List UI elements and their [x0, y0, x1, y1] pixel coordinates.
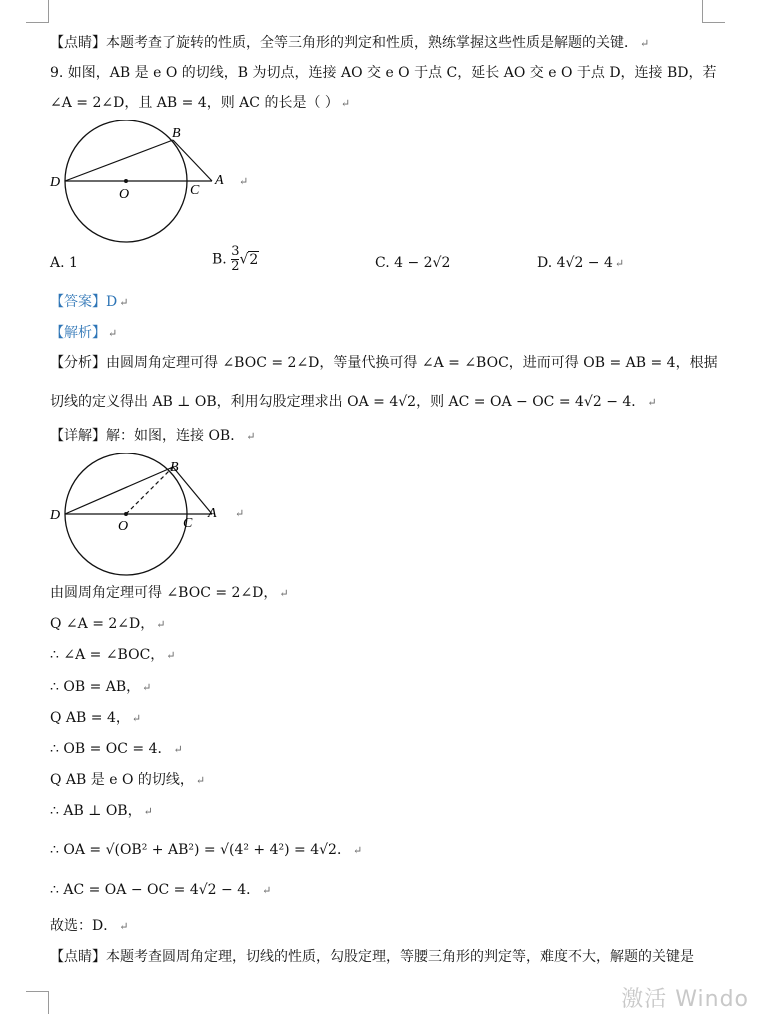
segment-db — [65, 140, 173, 181]
paragraph-mark: ↵ — [239, 175, 249, 188]
label-c: C — [190, 183, 200, 198]
analysis-line-1: 【分析】由圆周角定理可得 ∠BOC = 2∠D，等量代换可得 ∠A = ∠BOC，进而可得 OB = AB = 4，根据 — [50, 355, 718, 371]
step-5: Q AB = 4， ↵ — [50, 710, 142, 726]
label-a: A — [208, 506, 217, 521]
label-b: B — [172, 126, 181, 141]
step-8: ∴ AB ⊥ OB， ↵ — [50, 803, 153, 819]
segment-db — [65, 467, 173, 514]
label-b: B — [170, 460, 179, 475]
paragraph-mark: ↵ — [235, 507, 245, 520]
option-b: B. $\frac{3}{2}$ √2 — [212, 244, 259, 274]
header-note: 【点睛】本题考查了旋转的性质，全等三角形的判定和性质，熟练掌握这些性质是解题的关键． ↵ — [50, 35, 650, 51]
crop-mark-top-left — [26, 0, 49, 23]
question-line-2: ∠A = 2∠D，且 AB = 4，则 AC 的长是（ ） ↵ — [50, 95, 351, 111]
label-o: O — [118, 519, 129, 534]
detail-intro: 【详解】解：如图，连接 OB． ↵ — [50, 428, 256, 444]
segment-ba — [173, 467, 212, 514]
label-a: A — [215, 173, 224, 188]
analysis-label: 【解析】 ↵ — [50, 325, 118, 341]
center-point — [124, 179, 128, 183]
question-figure — [40, 120, 270, 250]
crop-mark-top-right — [702, 0, 725, 23]
step-7: Q AB 是 e O 的切线， ↵ — [50, 772, 206, 788]
step-9: ∴ OA = √(OB² + AB²) = √(4² + 4²) = 4√2． ↵ — [50, 842, 363, 858]
option-a: A. 1 — [50, 255, 78, 271]
segment-ba — [173, 140, 212, 181]
step-1: 由圆周角定理可得 ∠BOC = 2∠D， ↵ — [50, 585, 289, 601]
step-11: 故选：D． ↵ — [50, 918, 129, 934]
crop-mark-bottom-left — [26, 991, 49, 1014]
label-d: D — [50, 175, 61, 190]
step-4: ∴ OB = AB， ↵ — [50, 679, 152, 695]
label-o: O — [119, 187, 130, 202]
question-line-1: 9. 如图，AB 是 e O 的切线，B 为切点，连接 AO 交 e O 于点 C，延长 AO 交 e O 于点 D，连接 BD，若 — [50, 65, 717, 81]
step-10: ∴ AC = OA − OC = 4√2 − 4． ↵ — [50, 882, 272, 898]
footer-note: 【点睛】本题考查圆周角定理，切线的性质，勾股定理，等腰三角形的判定等，难度不大，解题的关键是 — [50, 949, 694, 965]
answer: 【答案】D ↵ — [50, 294, 129, 310]
step-2: Q ∠A = 2∠D， ↵ — [50, 616, 166, 632]
label-c: C — [183, 516, 193, 531]
analysis-line-2: 切线的定义得出 AB ⊥ OB，利用勾股定理求出 OA = 4√2，则 AC = OA − OC = 4√2 − 4． ↵ — [50, 394, 657, 410]
option-c: C. 4 − 2√2 — [375, 255, 451, 271]
label-d: D — [50, 508, 61, 523]
center-point — [124, 512, 128, 516]
activation-watermark: 激活 Windo — [621, 987, 749, 1012]
segment-ob-dashed — [126, 467, 173, 514]
option-d: D. 4√2 − 4 ↵ — [537, 255, 625, 271]
step-6: ∴ OB = OC = 4． ↵ — [50, 741, 183, 757]
fraction-three-halves: $\frac{3}{2}$ — [231, 244, 240, 274]
step-3: ∴ ∠A = ∠BOC， ↵ — [50, 647, 176, 663]
